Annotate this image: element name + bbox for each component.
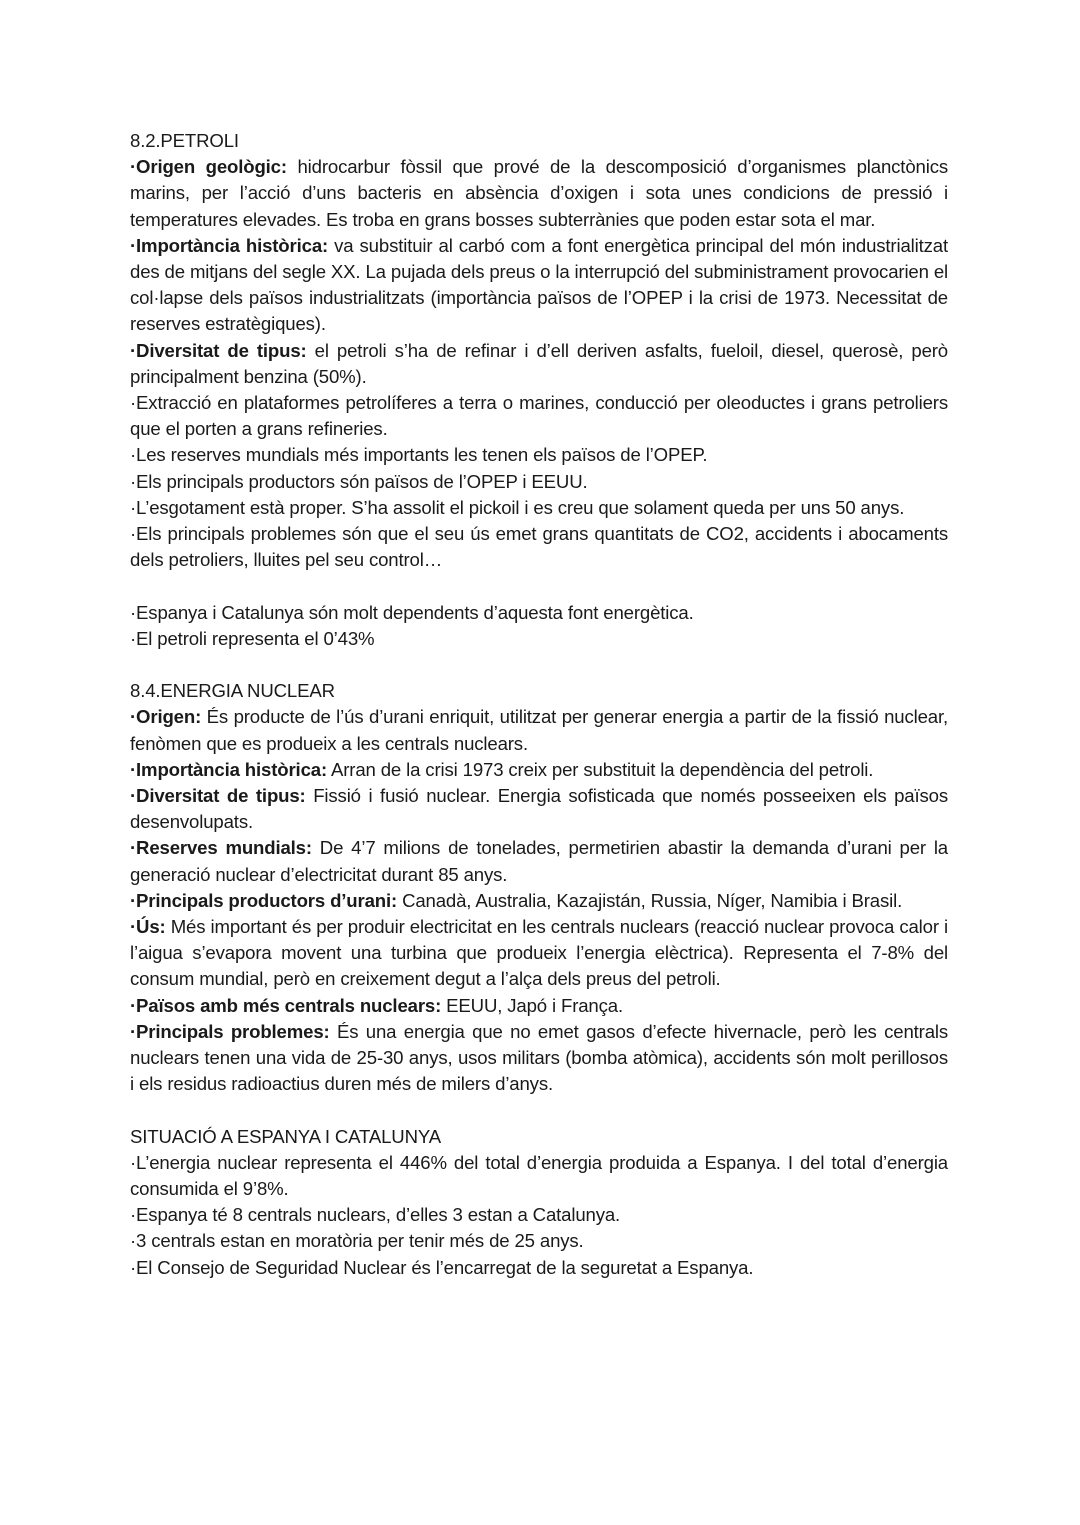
section-situacio-espanya-catalunya bbox=[130, 1124, 948, 1281]
term-label: ·Principals problemes: bbox=[130, 1020, 330, 1042]
nuclear-us bbox=[130, 914, 948, 993]
term-label: ·Reserves mundials: bbox=[130, 837, 312, 859]
nuclear-importancia bbox=[130, 757, 948, 783]
bullet-item: ·L’esgotament està proper. S’ha assolit el pickoil i es creu que solament queda per uns 50 anys. bbox=[130, 496, 905, 518]
term-label: ·Origen: bbox=[130, 706, 202, 728]
petroli-importancia bbox=[130, 233, 948, 338]
term-text: Canadà, Australia, Kazajistán, Russia, Níger, Namibia i Brasil. bbox=[397, 889, 903, 911]
term-text: EEUU, Japó i França. bbox=[441, 994, 623, 1016]
term-label: ·Diversitat de tipus: bbox=[130, 339, 307, 361]
nuclear-problemes bbox=[130, 1019, 948, 1098]
section-energia-nuclear bbox=[130, 678, 948, 1097]
nuclear-paisos bbox=[130, 993, 948, 1019]
term-label: ·Importància històrica: bbox=[130, 234, 329, 256]
section-heading-nuclear: 8.4.ENERGIA NUCLEAR bbox=[130, 680, 335, 702]
bullet-item: ·Les reserves mundials més importants les tenen els països de l’OPEP. bbox=[130, 444, 708, 466]
blank-line bbox=[130, 1097, 948, 1123]
section-heading-petroli: 8.2.PETROLI bbox=[130, 130, 239, 151]
term-label: ·Principals productors d’urani: bbox=[130, 889, 398, 911]
nuclear-diversitat bbox=[130, 783, 948, 835]
term-text: De 4’7 milions de tonelades, permetirien abastir la demanda d’urani per la generació nuclear d’electricitat durant 85 anys. bbox=[130, 837, 949, 885]
term-label: ·Diversitat de tipus: bbox=[130, 785, 306, 807]
term-label: ·Importància històrica: bbox=[130, 758, 327, 780]
term-label: ·Països amb més centrals nuclears: bbox=[130, 994, 442, 1016]
nuclear-reserves bbox=[130, 835, 948, 887]
nuclear-origen bbox=[130, 704, 948, 756]
term-text: va substituir al carbó com a font energètica principal del món industrialitzat des de mitjans del segle XX. La pujada dels preus o la interrupció del subministrament provocarien el col·lapse dels països industrialitzats (importància països de l’OPEP i la crisi de 1973. Necessitat de reserves estratègiques). bbox=[130, 234, 948, 335]
term-text: Més important és per produir electricitat en les centrals nuclears (reacció nuclear provoca calor i l’aigua s’evapora movent una turbina que produeix l’energia elèctrica). Representa el 7-8% del consum mundial, però en creixement degut a l’alça dels preus del petroli. bbox=[130, 916, 948, 990]
term-text: Fissió i fusió nuclear. Energia sofisticada que només posseeixen els països desenvolupats. bbox=[130, 785, 948, 833]
petroli-diversitat bbox=[130, 338, 948, 390]
document-page bbox=[130, 128, 948, 1281]
bullet-item: ·Els principals problemes són que el seu ús emet grans quantitats de CO2, accidents i abocaments dels petroliers, lluites pel seu control… bbox=[130, 523, 948, 571]
term-text: Arran de la crisi 1973 creix per substituit la dependència del petroli. bbox=[327, 758, 874, 780]
petroli-origen bbox=[130, 154, 948, 233]
term-text: És una energia que no emet gasos d’efecte hivernacle, però les centrals nuclears tenen una vida de 25-30 anys, usos militars (bomba atòmica), accidents són molt perillosos i els residus radioactius duren més de milers d’anys. bbox=[130, 1020, 949, 1095]
term-label: ·Ús: bbox=[130, 916, 166, 938]
term-text: És producte de l’ús d’urani enriquit, utilitzat per generar energia a partir de la fissió nuclear, fenòmen que es produeix a les centrals nuclears. bbox=[130, 706, 948, 754]
bullet-item: ·El petroli representa el 0’43% bbox=[130, 627, 375, 649]
bullet-item: ·3 centrals estan en moratòria per tenir més de 25 anys. bbox=[130, 1230, 584, 1252]
bullet-item: ·El Consejo de Seguridad Nuclear és l’encarregat de la seguretat a Espanya. bbox=[130, 1256, 754, 1278]
section-heading-situacio: SITUACIÓ A ESPANYA I CATALUNYA bbox=[130, 1125, 441, 1147]
bullet-item: ·Espanya i Catalunya són molt dependents d’aquesta font energètica. bbox=[130, 601, 694, 623]
nuclear-productors bbox=[130, 888, 948, 914]
blank-line bbox=[130, 652, 948, 678]
term-text: el petroli s’ha de refinar i d’ell deriven asfalts, fueloil, diesel, querosè, però principalment benzina (50%). bbox=[130, 339, 948, 387]
term-label: ·Origen geològic: bbox=[130, 156, 287, 178]
bullet-item: ·Els principals productors són països de l’OPEP i EEUU. bbox=[130, 470, 588, 492]
bullet-item: ·Espanya té 8 centrals nuclears, d’elles 3 estan a Catalunya. bbox=[130, 1204, 621, 1226]
term-text: hidrocarbur fòssil que prové de la descomposició d’organismes planctònics marins, per l’acció d’uns bacteris en absència d’oxigen i sota unes condicions de pressió i temperatures elevades. Es troba en grans bosses subterrànies que poden estar sota el mar. bbox=[130, 156, 948, 230]
bullet-item: ·Extracció en plataformes petrolíferes a terra o marines, conducció per oleoductes i grans petroliers que el porten a grans refineries. bbox=[130, 392, 948, 440]
section-petroli bbox=[130, 128, 948, 652]
bullet-item: ·L’energia nuclear representa el 446% del total d’energia produida a Espanya. I del total d’energia consumida el 9’8%. bbox=[130, 1151, 948, 1200]
blank-line bbox=[130, 573, 948, 599]
